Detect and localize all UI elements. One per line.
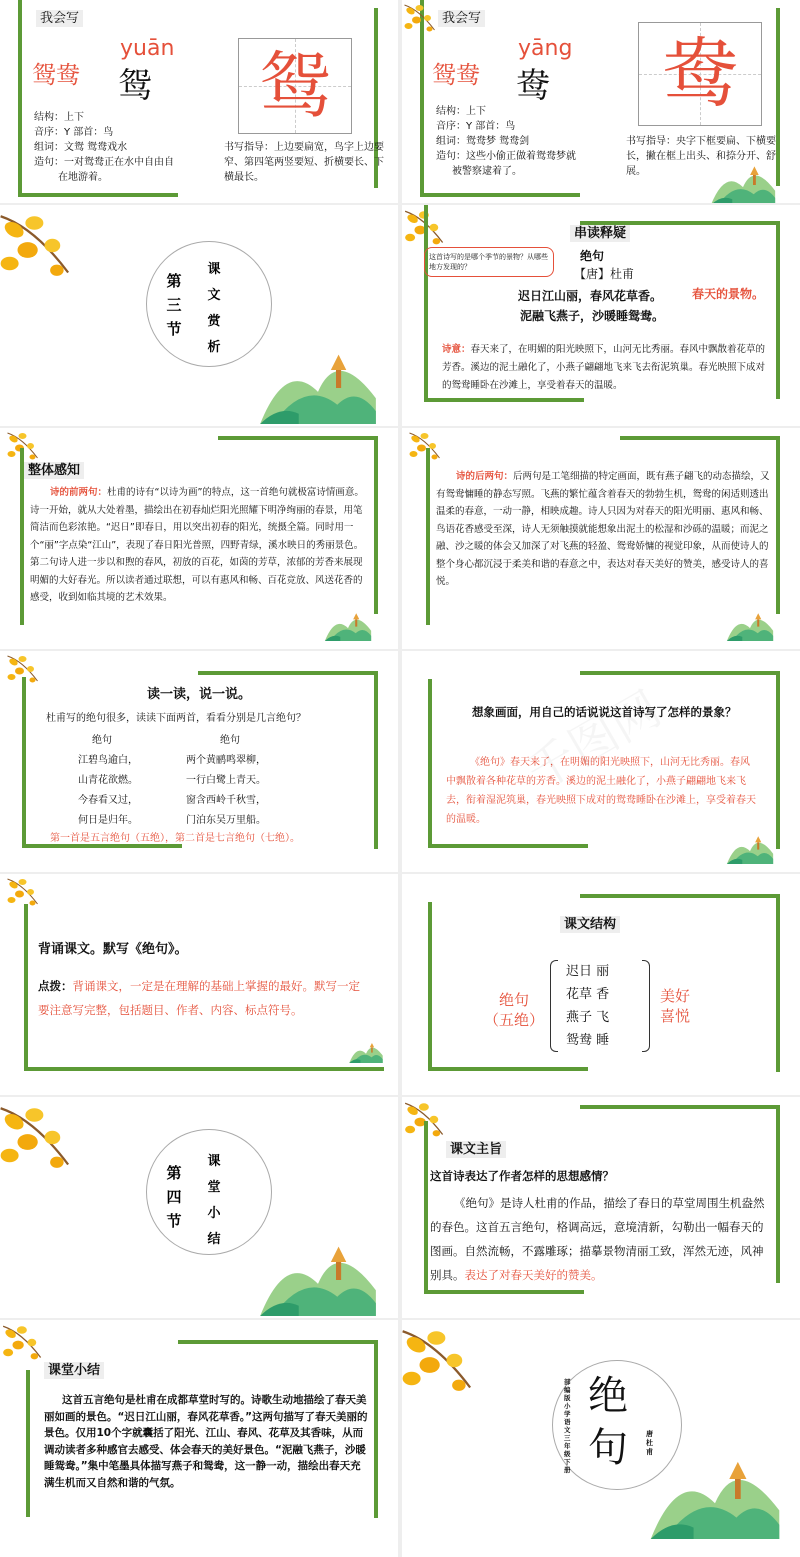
hills-illustration <box>346 1037 386 1063</box>
ginkgo-branch-icon <box>0 205 80 295</box>
green-frame-bottom <box>424 398 584 402</box>
poem-1: 绝句 江碧鸟逾白， 山青花欲燃。 今春看又过， 何日是归年。 <box>78 735 138 826</box>
green-frame-left <box>424 1121 428 1294</box>
slide-8[interactable] <box>402 651 800 870</box>
analysis-text: 诗的前两句：杜甫的诗有“以诗为画”的特点，这一首绝句就极富诗情画意。诗一开始，就从大处着墨，描绘出在初春灿烂阳光照耀下明净绚丽的春景，用笔简洁而色彩浓艳。“迟日”即春日，用以突出初春的阳光，统摄全篇。同时用一个“丽”字点染“江山”，表现了春日阳光普照，四野青绿，溪水映日的秀丽景色。第二句诗人进一步以和煦的春风，初放的百花，如茵的芳草，浓郁的芳香来展现明媚的大好春光。所以读者通过联想，可以有惠风和畅、百花竞放、风送花香的感受，收到如临其境的艺术效果。 <box>30 487 364 603</box>
analysis-text: 诗的后两句：后两句是工笔细描的特定画面，既有燕子翩飞的动态描绘，又有鸳鸯慵睡的静态写照。飞燕的繁忙蕴含着春天的勃勃生机，鸳鸯的闲适则透出温柔的春意，一动一静，相映成趣。诗人只因为对春天的阳光明丽、惠风和畅、鸟语花香感受至深，诗人无须触摸就能想象出泥土的松湿和沙砾的温暖；而泥之融、沙之暖的体会又加深了对飞燕的轻盈、鸳鸯娇慵的视觉印象，从而使诗人的整个身心都沉浸于柔美和谐的春意之中，表达对春天美好的赞美，感受诗人的喜悦。 <box>436 471 770 587</box>
right-brace <box>642 960 650 1052</box>
poem-title: 绝句 <box>580 249 605 263</box>
ginkgo-branch-icon <box>402 0 442 40</box>
green-frame-bottom <box>420 193 580 197</box>
green-frame-top <box>218 436 378 440</box>
question: 这首诗表达了作者怎样的思想感情？ <box>430 1169 614 1183</box>
left-brace <box>550 960 558 1052</box>
green-frame-right <box>776 436 780 614</box>
summary-text: 这首五言绝句是杜甫在成都草堂时写的。诗歌生动地描绘了春天美丽如画的景色。“迟日江山丽，春风花草香。”这两句描写了春天美丽的景色。仅用10个字就囊括了阳光、江山、春风、花草及其香味，从而调动读者多种感官去感受、体会春天的美好景色。“泥融飞燕子，沙暖睡鸳鸯。”集中笔墨具体描写燕子和鸳鸯，这一静一动，描绘出春天充满生机而又自然和谐的气氛。 <box>44 1394 368 1489</box>
green-frame-top <box>198 671 378 675</box>
pinyin: yāng <box>518 36 573 61</box>
slide-3[interactable] <box>0 205 398 424</box>
question: 杜甫写的绝句很多，读读下面两首，看看分别是几言绝句？ <box>46 713 306 724</box>
hills-illustration <box>238 1226 398 1316</box>
green-frame-right <box>776 671 780 849</box>
section-number: 第 四 节 <box>166 1164 182 1230</box>
writing-grid <box>638 22 762 126</box>
slide-4[interactable] <box>402 205 800 424</box>
green-frame-top <box>580 671 780 675</box>
column-divider <box>398 0 402 1557</box>
green-frame-left <box>18 0 22 197</box>
structure-left: 绝句 （五绝） <box>484 991 545 1029</box>
green-frame-top <box>580 1105 780 1109</box>
poem-meaning: 诗意：春天来了，在明媚的阳光映照下，山河无比秀丽。春风中飘散着花草的芳香。溪边的泥土融化了，小燕子翩翩地飞来飞去衔泥筑巢。春光映照下成对的鸳鸯睡卧在沙滩上，享受着春天的温暖。 <box>442 344 766 391</box>
slide-5[interactable] <box>0 428 398 647</box>
green-frame-bottom <box>424 1290 584 1294</box>
question: 背诵课文。默写《绝句》。 <box>38 942 188 957</box>
word-pair: 鸳鸯 <box>32 61 80 89</box>
answer: 第一首是五言绝句（五绝），第二首是七言绝句（七绝）。 <box>50 833 300 844</box>
slide-12[interactable] <box>402 1097 800 1316</box>
hills-illustration <box>720 828 780 864</box>
pinyin: yuān <box>120 36 175 61</box>
slide-title: 读一读，说一说。 <box>146 687 251 702</box>
slide-1[interactable] <box>0 0 398 219</box>
grid-character: 鸳 <box>258 44 331 128</box>
green-frame-left <box>424 205 428 402</box>
writing-guide: 书写指导：上边要扁宽，鸟字上边要窄、第四笔两竖要短、折横要长、下横最长。 <box>224 142 384 183</box>
hills-illustration <box>238 334 398 424</box>
big-character: 鸯 <box>516 66 550 106</box>
green-frame-bottom <box>24 1067 384 1071</box>
slide-14[interactable] <box>402 1320 800 1539</box>
answer: 点拨：背诵课文，一定是在理解的基础上掌握的最好。默写一定要注意写完整，包括题目、作者、内容、标点符号。 <box>38 979 360 1017</box>
section-tag: 整体感知 <box>24 462 84 479</box>
section-title: 课 文 赏 析 <box>207 262 221 355</box>
question-bubble: 这首诗写的是哪个季节的景物？从哪些地方发现的？ <box>424 247 554 277</box>
section-tag: 我会写 <box>36 10 83 27</box>
slide-13[interactable] <box>0 1320 398 1539</box>
section-title: 课 堂 小 结 <box>207 1154 221 1247</box>
green-frame-right <box>776 221 780 399</box>
green-frame-left <box>26 1370 30 1517</box>
green-frame-top <box>580 894 780 898</box>
green-frame-left <box>426 448 430 625</box>
green-frame-bottom <box>428 1067 588 1071</box>
question: 想象画面，用自己的话说说这首诗写了怎样的景象？ <box>472 705 737 719</box>
green-frame-top <box>178 1340 378 1344</box>
main-idea: 《绝句》是诗人杜甫的作品，描绘了春日的草堂周围生机盎然的春色。这首五言绝句，格调高远，意境清新，勾勒出一幅春天的图画。自然流畅，不露雕琢；描摹景物清丽工致，浑然无迹，风神别具。表达了对春天美好的赞美。 <box>430 1196 765 1282</box>
hills-illustration <box>630 1439 800 1539</box>
slide-2[interactable] <box>402 0 800 219</box>
writing-guide: 书写指导：央字下框要扁、下横要长，撇在框上出头、和捺分开、舒展。 <box>626 136 776 177</box>
cover-author: 唐 杜甫 <box>646 1430 653 1456</box>
green-frame-right <box>374 1340 378 1518</box>
ginkgo-branch-icon <box>0 1097 80 1187</box>
poem-author: 【唐】杜甫 <box>574 267 635 281</box>
char-info: 结构：上下 音序：Y 部首：鸟 组词：鸳鸯梦 鸳鸯剑 造句：这些小偷正做着鸳鸯梦就 被警察逮着了。 <box>436 106 576 177</box>
writing-grid <box>238 38 352 134</box>
slide-10[interactable] <box>402 874 800 1093</box>
section-number: 第 三 节 <box>166 272 182 338</box>
cover-title: 绝 句 <box>588 1373 628 1471</box>
green-frame-right <box>374 436 378 614</box>
structure-middle: 迟日 丽 花草 香 燕子 飞 鸳鸯 睡 <box>566 964 610 1048</box>
slide-6[interactable] <box>402 428 800 647</box>
slide-7[interactable] <box>0 651 398 870</box>
char-info: 结构：上下 音序：Y 部首：鸟 组词：文鸳 鸳鸯戏水 造句：一对鸳鸯正在水中自由自 在地游着。 <box>34 112 174 183</box>
green-frame-bottom <box>428 844 588 848</box>
slide-9[interactable] <box>0 874 398 1093</box>
section-tag: 串读释疑 <box>570 225 630 242</box>
green-frame-left <box>428 679 432 848</box>
green-frame-bottom <box>18 193 178 197</box>
poem-line-2: 泥融飞燕子，沙暖睡鸳鸯。 <box>520 309 665 323</box>
section-tag: 课堂小结 <box>44 1362 104 1379</box>
poem-line-1: 迟日江山丽，春风花草香。 <box>518 289 663 303</box>
poem-2: 绝句 两个黄鹂鸣翠柳， 一行白鹭上青天。 窗含西岭千秋雪， 门泊东吴万里船。 <box>186 735 266 826</box>
slide-11[interactable] <box>0 1097 398 1316</box>
structure-right: 美好 喜悦 <box>660 987 691 1025</box>
section-tag: 我会写 <box>438 10 485 27</box>
green-frame-top <box>620 436 780 440</box>
section-tag: 课文结构 <box>560 916 620 933</box>
ginkgo-branch-icon <box>402 1320 482 1410</box>
ginkgo-branch-icon <box>0 1320 50 1370</box>
hills-illustration <box>318 605 378 641</box>
big-character: 鸳 <box>118 66 152 106</box>
section-tag: 课文主旨 <box>446 1141 506 1158</box>
answer: 《绝句》春天来了，在明媚的阳光映照下，山河无比秀丽。春风中飘散着各种花草的芳香。溪边的泥土融化了，小燕子翩翩地飞来飞去，衔着湿泥筑巢，春光映照下成对的鸳鸯睡卧在沙滩上，享受着春天的温暖。 <box>446 757 756 825</box>
hills-illustration <box>720 605 780 641</box>
green-frame-right <box>776 894 780 1072</box>
poem-note: 春天的景物。 <box>692 287 765 301</box>
green-frame-left <box>428 902 432 1071</box>
grid-character: 鸯 <box>662 29 738 118</box>
green-frame-left <box>24 904 28 1071</box>
cover-subtitle: 部编版小学语文三年级下册 <box>564 1378 571 1474</box>
word-pair: 鸳鸯 <box>432 61 480 89</box>
green-frame-left <box>22 677 26 848</box>
green-frame-right <box>776 1105 780 1283</box>
